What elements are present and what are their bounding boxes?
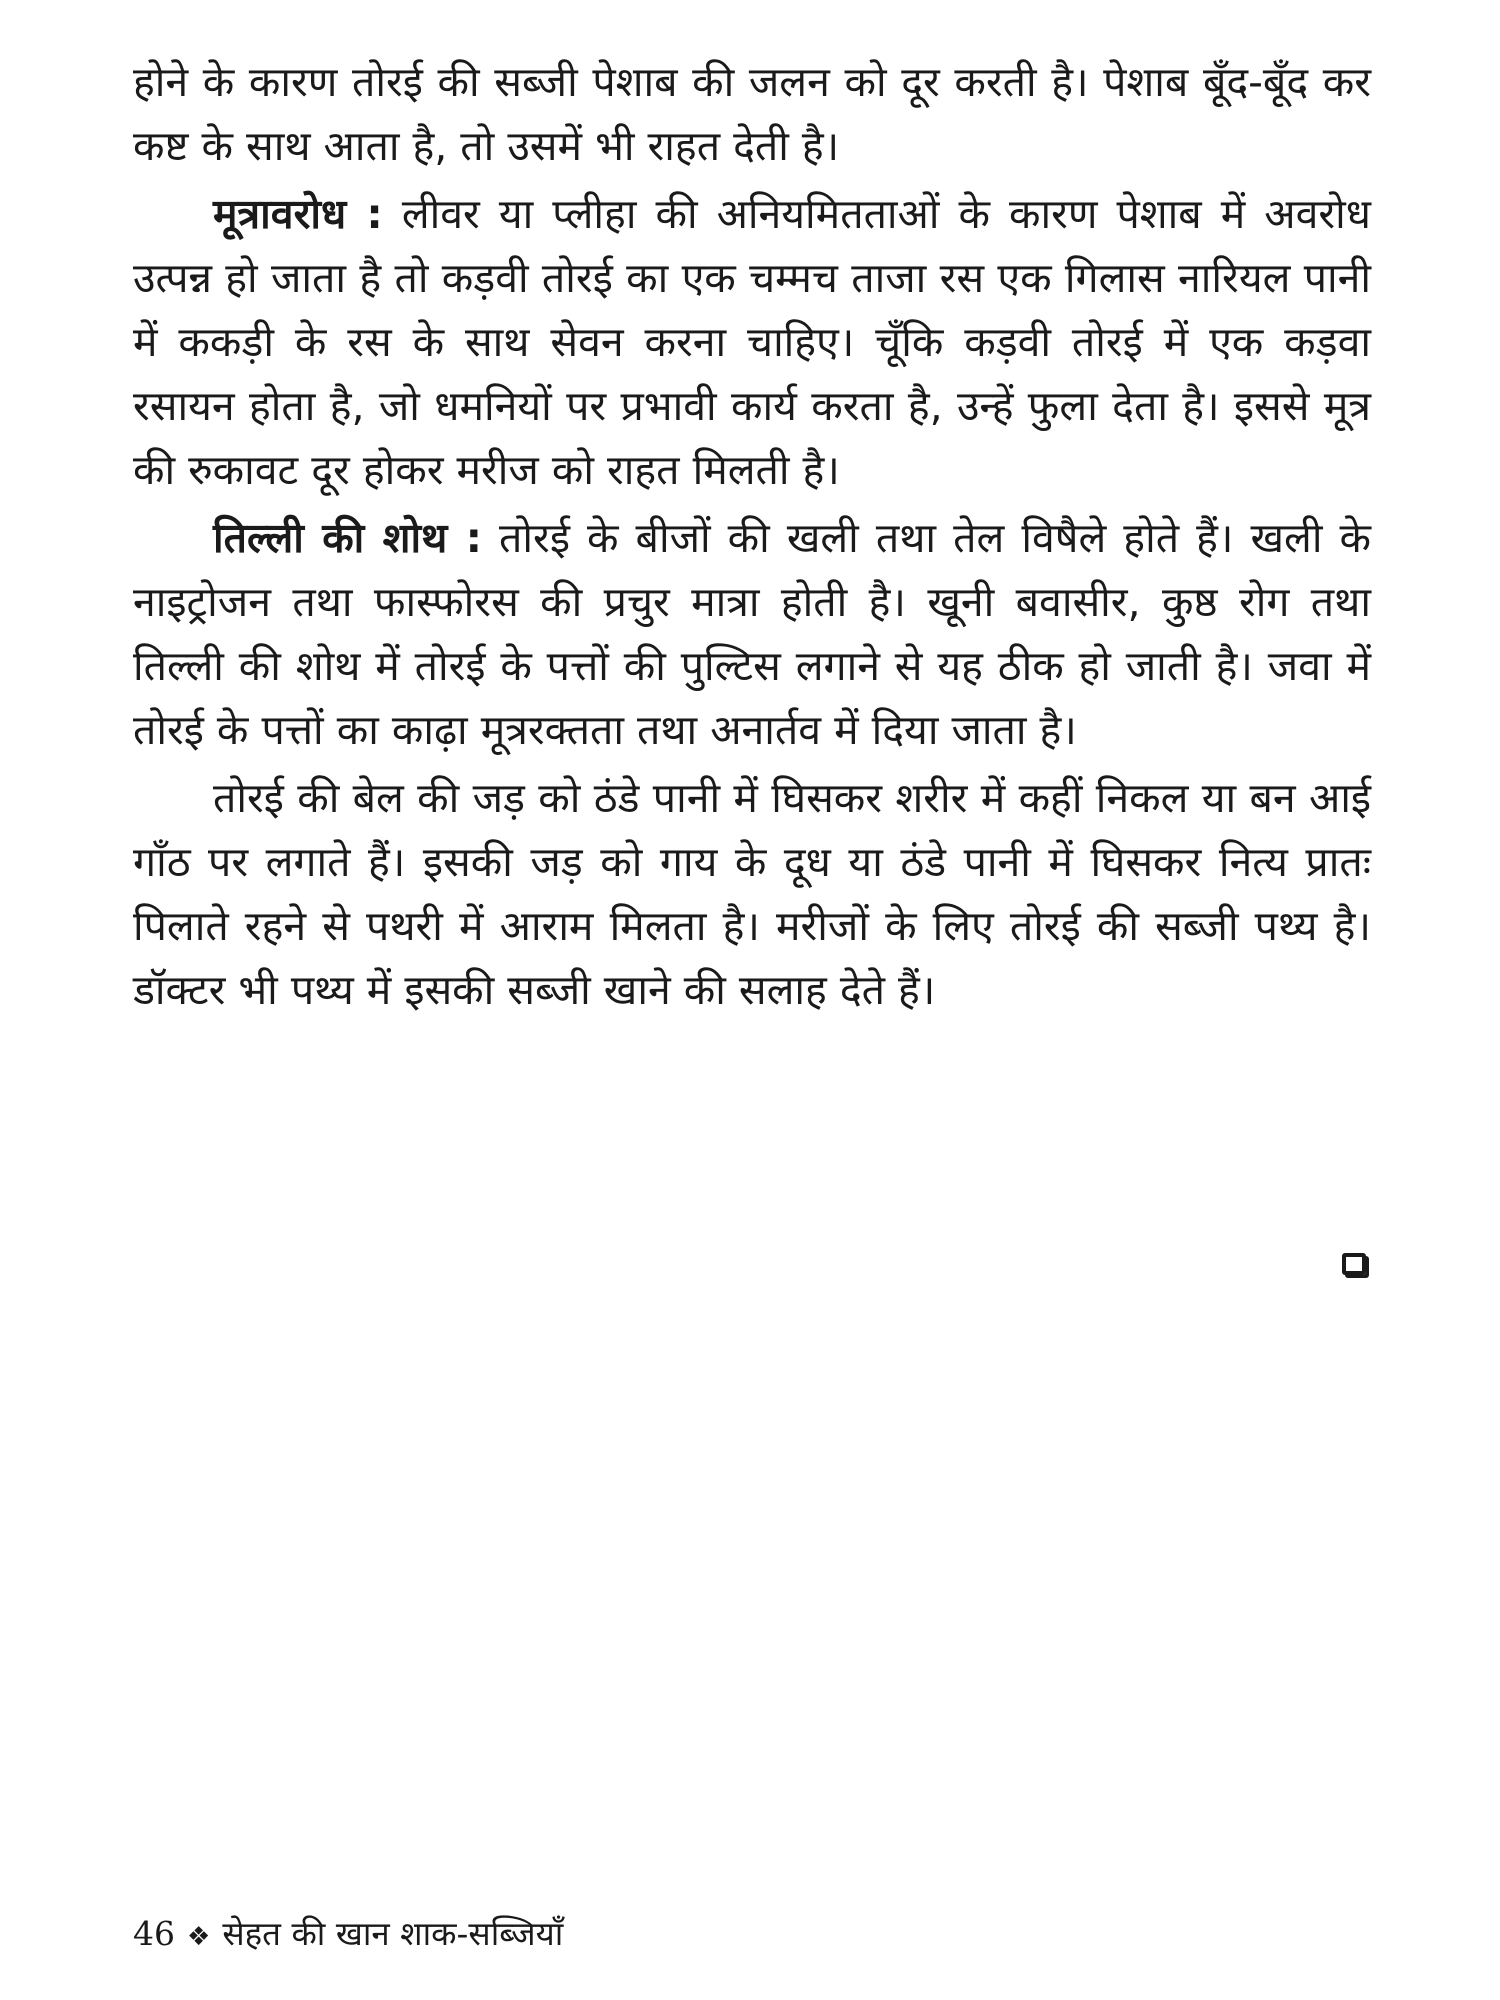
page-footer [133,1912,563,1959]
section-term-spleen-swelling: तिल्ली की शोथ : [213,514,482,562]
paragraph-text: तोरई की बेल की जड़ को ठंडे पानी में घिसकर शरीर में कहीं निकल या बन आई गाँठ पर लगाते हैं। इसकी जड़ को गाय के दूध या ठंडे पानी में घिसकर नित्य प्रातः पिलाते रहने से पथरी में आराम मिलता है। मरीजों के लिए तोरई की सब्जी पथ्य है। डॉक्टर भी पथ्य में इसकी सब्जी खाने की सलाह देते हैं। [133,774,1371,1014]
paragraph-text: लीवर या प्लीहा की अनियमितताओं के कारण पेशाब में अवरोध उत्पन्न हो जाता है तो कड़वी तोरई का एक चम्मच ताजा रस एक गिलास नारियल पानी में ककड़ी के रस के साथ सेवन करना चाहिए। चूँकि कड़वी तोरई में एक कड़वा रसायन होता है, जो धमनियों पर प्रभावी कार्य करता है, उन्हें फुला देता है। इससे मूत्र की रुकावट दूर होकर मरीज को राहत मिलती है। [133,190,1371,494]
paragraph-vine-root-uses [133,766,1371,1022]
ornament-icon: ❖ [187,1922,211,1952]
paragraph-text: होने के कारण तोरई की सब्जी पेशाब की जलन को दूर करती है। पेशाब बूँद-बूँद कर कष्ट के साथ आता है, तो उसमें भी राहत देती है। [133,58,1371,170]
page-number: 46 [133,1914,175,1953]
paragraph-continuation [133,50,1371,178]
paragraph-text: तोरई के बीजों की खली तथा तेल विषैले होते हैं। खली के नाइट्रोजन तथा फास्फोरस की प्रचुर मात्रा होती है। खूनी बवासीर, कुष्ठ रोग तथा तिल्ली की शोथ में तोरई के पत्तों की पुल्टिस लगाने से यह ठीक हो जाती है। जवा में तोरई के पत्तों का काढ़ा मूत्ररक्तता तथा अनार्तव में दिया जाता है। [133,514,1371,754]
book-title: सेहत की खान शाक-सब्जियाँ [222,1914,564,1953]
section-term-urinary-obstruction: मूत्रावरोध : [213,190,383,238]
hollow-square-icon [1342,1253,1366,1275]
page-body [133,50,1371,1026]
paragraph-urinary-obstruction [133,182,1371,502]
paragraph-spleen-swelling [133,506,1371,762]
